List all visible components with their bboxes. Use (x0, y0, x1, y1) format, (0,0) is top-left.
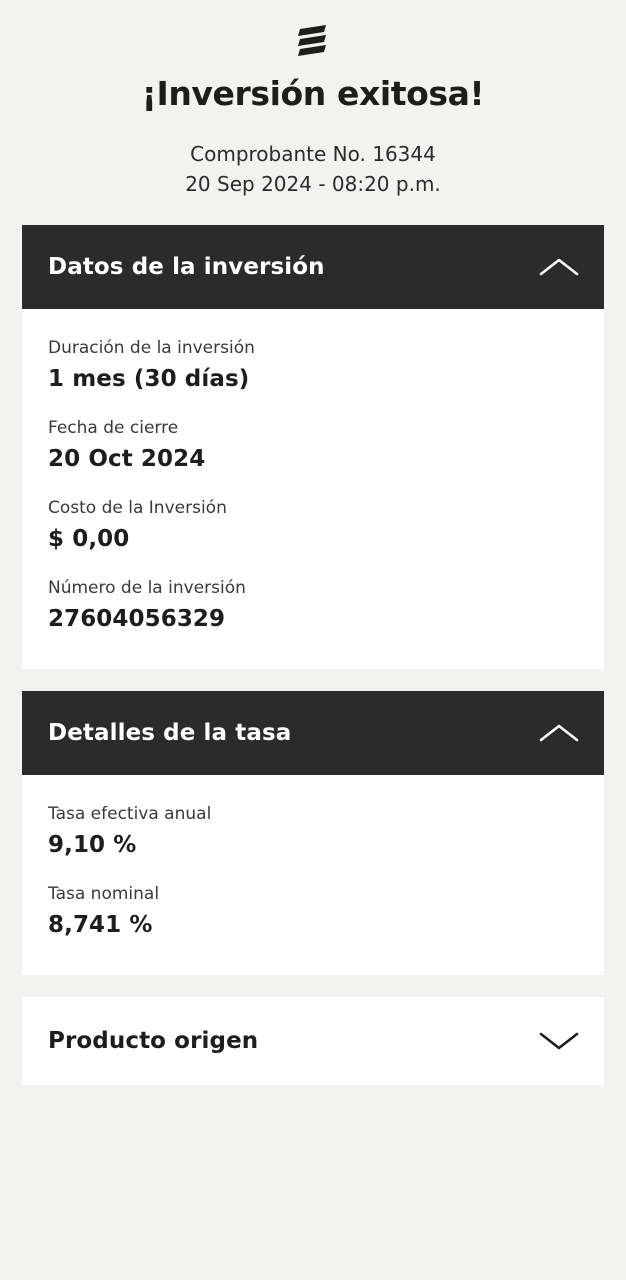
chevron-up-icon[interactable] (538, 721, 580, 745)
receipt-number: Comprobante No. 16344 (190, 142, 436, 166)
field-label: Número de la inversión (48, 578, 246, 598)
field-numero-inversion (48, 577, 578, 635)
section-detalles-de-la-tasa (22, 691, 604, 975)
field-value: $ 0,00 (48, 526, 130, 552)
field-label: Costo de la Inversión (48, 498, 227, 518)
field-costo-inversion (48, 497, 578, 555)
field-value: 27604056329 (48, 606, 226, 632)
field-label: Fecha de cierre (48, 418, 179, 438)
field-value: 9,10 % (48, 832, 137, 858)
bold-logo-icon (293, 20, 333, 60)
field-label: Duración de la inversión (48, 338, 255, 358)
section-body-datos-de-la-inversion (22, 309, 604, 669)
chevron-up-icon[interactable] (538, 255, 580, 279)
field-tasa-efectiva-anual (48, 803, 578, 861)
field-label: Tasa nominal (48, 884, 160, 904)
section-body-detalles-de-la-tasa (22, 775, 604, 975)
section-title: Datos de la inversión (48, 254, 325, 280)
field-tasa-nominal (48, 883, 578, 941)
field-fecha-cierre (48, 417, 578, 475)
header (0, 0, 626, 199)
section-datos-de-la-inversion (22, 225, 604, 669)
field-value: 20 Oct 2024 (48, 446, 206, 472)
field-value: 1 mes (30 días) (48, 366, 250, 392)
chevron-down-icon[interactable] (538, 1029, 580, 1053)
section-producto-origen (22, 997, 604, 1085)
section-header-datos-de-la-inversion[interactable] (22, 225, 604, 309)
section-title: Producto origen (48, 1028, 259, 1054)
field-label: Tasa efectiva anual (48, 804, 212, 824)
section-title: Detalles de la tasa (48, 720, 292, 746)
receipt-info (0, 139, 626, 199)
bottom-spacer (0, 1085, 626, 1280)
section-header-detalles-de-la-tasa[interactable] (22, 691, 604, 775)
section-header-producto-origen[interactable] (22, 997, 604, 1085)
receipt-datetime: 20 Sep 2024 - 08:20 p.m. (185, 172, 441, 196)
field-value: 8,741 % (48, 912, 153, 938)
page-title: ¡Inversión exitosa! (141, 74, 485, 113)
field-duracion (48, 337, 578, 395)
